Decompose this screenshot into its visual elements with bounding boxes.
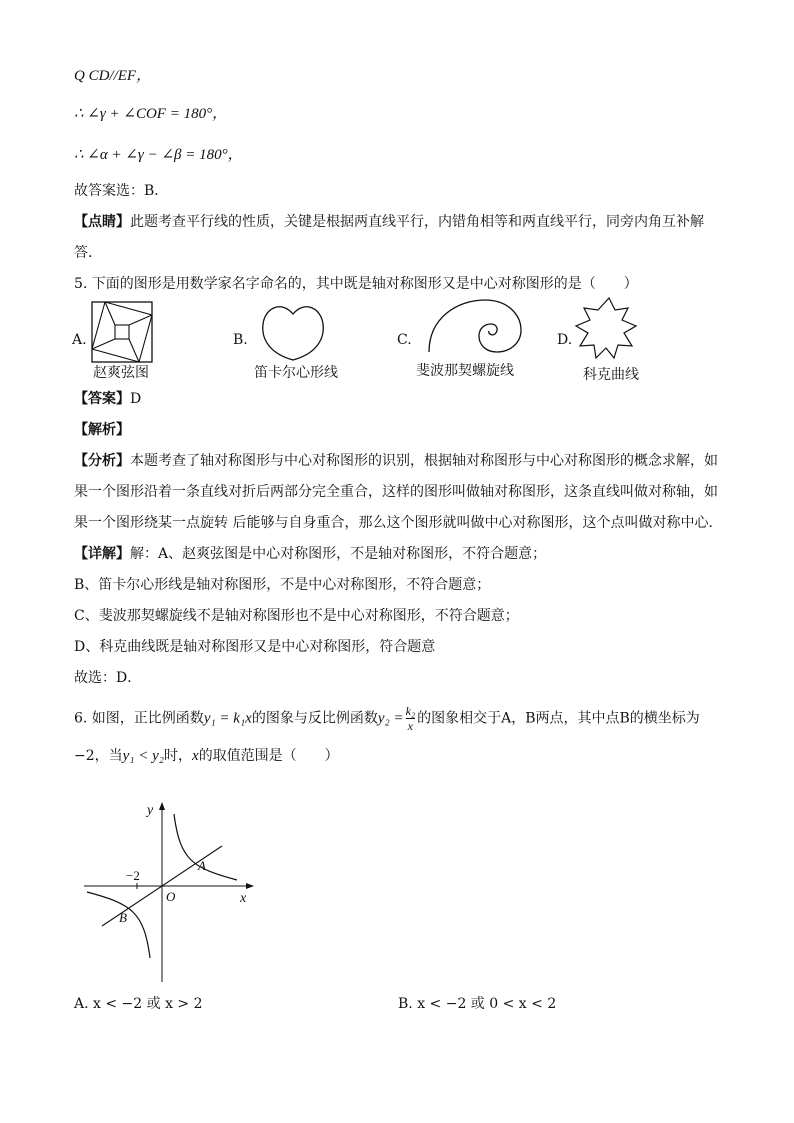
prev-comment-line2: 答．	[74, 245, 102, 261]
q5-stem: 5. 下面的图形是用数学家名字命名的，其中既是轴对称图形又是中心对称图形的是（ ）	[74, 276, 638, 292]
q6-y1-definition: y₁ = k₁x	[203, 710, 252, 727]
zhao-shuang-diagram	[91, 301, 153, 363]
detail-line-a	[74, 544, 546, 564]
q5-option-d-letter: D.	[557, 332, 573, 348]
fibonacci-spiral	[427, 298, 523, 354]
prev-answer-choice: 故答案选：B．	[74, 183, 169, 199]
q6-stem-part1: 6. 如图，正比例函数	[74, 710, 204, 727]
solution-line-angle-sum: ∴ ∠γ + ∠COF = 180°，	[74, 106, 228, 122]
fenxi-line1	[74, 451, 718, 471]
prev-comment-line1	[74, 212, 704, 232]
answer-tag: 【答案】	[74, 391, 130, 407]
graph-point-a: A	[198, 858, 206, 873]
q6-stem-part4: −2，当	[74, 748, 123, 764]
solution-line-parallel: Q CD//EF，	[74, 68, 152, 84]
solution-line-result: ∴ ∠α + ∠γ − ∠β = 180°，	[74, 147, 243, 163]
detail-line-c: C、斐波那契螺旋线不是轴对称图形也不是中心对称图形，不符合题意；	[74, 608, 519, 624]
answer-value: D	[130, 391, 142, 407]
q5-conclusion: 故选：D．	[74, 670, 142, 686]
q6-stem-part3: 的图象相交于A，B两点，其中点B的横坐标为	[417, 710, 700, 727]
graph-y-label: y	[147, 803, 154, 818]
q6-fraction	[406, 704, 416, 733]
q5-option-c-letter: C.	[397, 332, 412, 348]
detail-line-d: D、科克曲线既是轴对称图形又是中心对称图形，符合题意	[74, 639, 436, 655]
q6-stem-part5: 时，	[164, 748, 193, 764]
koch-curve	[574, 296, 644, 366]
q6-fraction-den: x	[407, 719, 413, 733]
graph-origin-label: O	[166, 889, 176, 904]
q6-stem-line2	[74, 746, 339, 766]
fenxi-text1: 本题考查了轴对称图形与中心对称图形的识别，根据轴对称图形与中心对称图形的概念求解，如	[130, 453, 718, 469]
graph-tick-label: −2	[126, 868, 140, 883]
q6-function-graph	[82, 800, 262, 985]
q6-option-a: A. x < −2 或 x > 2	[74, 996, 203, 1012]
graph-point-b: B	[119, 910, 127, 925]
comment-tag: 【点睛】	[74, 214, 130, 230]
q5-option-d-caption: 科克曲线	[583, 367, 639, 383]
graph-x-label: x	[240, 891, 247, 906]
q5-option-b-letter: B.	[233, 332, 248, 348]
detail-tag: 【详解】	[74, 546, 130, 562]
q5-option-a-letter: A.	[72, 332, 87, 348]
cardioid-curve	[261, 302, 325, 362]
detail-a-text: 解：A、赵爽弦图是中心对称图形，不是轴对称图形，不符合题意；	[130, 546, 547, 562]
q5-option-c-caption: 斐波那契螺旋线	[416, 363, 514, 379]
q6-option-b: B. x < −2 或 0 < x < 2	[398, 996, 557, 1012]
q6-x-var: x	[192, 748, 199, 764]
q6-stem-part2: 的图象与反比例函数	[251, 710, 378, 727]
q6-y2-lhs: y₂ =	[377, 710, 404, 727]
q5-option-a-caption: 赵爽弦图	[93, 365, 149, 381]
analysis-tag: 【解析】	[74, 422, 130, 438]
q6-condition: y₁ < y₂	[122, 748, 165, 764]
fenxi-line3: 果一个图形绕某一点旋转 后能够与自身重合，那么这个图形就叫做中心对称图形，这个点叫做对称中心．	[74, 515, 723, 531]
q6-fraction-num: k₂	[405, 704, 416, 718]
q6-stem-part6: 的取值范围是（ ）	[198, 748, 339, 764]
q5-answer	[74, 389, 141, 409]
fenxi-line2: 果一个图形沿着一条直线对折后两部分完全重合，这样的图形叫做轴对称图形，这条直线叫做对称轴，如	[74, 484, 718, 500]
comment-text: 此题考查平行线的性质，关键是根据两直线平行，内错角相等和两直线平行，同旁内角互补解	[130, 214, 704, 230]
q5-option-b-caption: 笛卡尔心形线	[254, 365, 338, 381]
fenxi-tag: 【分析】	[74, 453, 130, 469]
q6-stem-line1	[74, 704, 700, 733]
detail-line-b: B、笛卡尔心形线是轴对称图形，不是中心对称图形，不符合题意；	[74, 577, 491, 593]
